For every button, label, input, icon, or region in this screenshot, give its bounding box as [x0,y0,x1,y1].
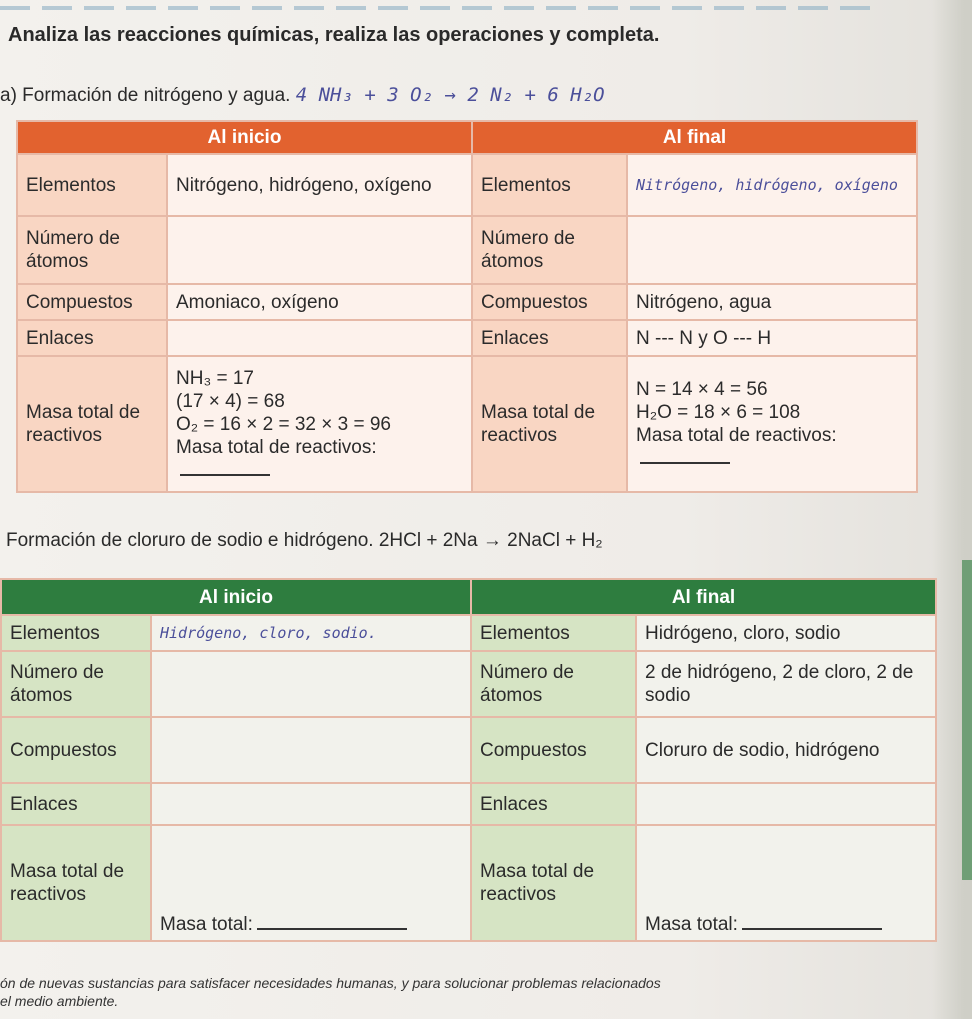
section2-equation: 2HCl + 2Na → 2NaCl + H₂ [378,530,603,551]
row-atomos-label: Número de átomos [1,651,151,717]
section1-title [0,84,605,107]
row-masa-label-final: Masa total de reactivos [471,825,636,941]
row-atomos-label-final: Número de átomos [472,216,627,284]
cell-atomos-final: 2 de hidrógeno, 2 de cloro, 2 de sodio [636,651,936,717]
row-elementos-label-final: Elementos [471,615,636,651]
cell-enlaces-final: N --- N y O --- H [627,320,917,356]
header-final: Al final [471,579,936,615]
page-footer [0,974,661,1010]
cell-enlaces-final [636,783,936,825]
row-masa-label-final: Masa total de reactivos [472,356,627,492]
cell-atomos-final [627,216,917,284]
masa-inicio-text: Masa total: [160,914,253,935]
row-atomos-label: Número de átomos [17,216,167,284]
masa-inicio-line3: O₂ = 16 × 2 = 32 × 3 = 96 [176,413,391,435]
row-enlaces-label: Enlaces [17,320,167,356]
row-compuestos-label: Compuestos [17,284,167,320]
cell-compuestos-inicio: Amoniaco, oxígeno [167,284,472,320]
row-masa-label: Masa total de reactivos [17,356,167,492]
row-compuestos-label-final: Compuestos [471,717,636,783]
top-border [0,6,880,10]
cell-enlaces-inicio [167,320,472,356]
row-elementos-label: Elementos [1,615,151,651]
row-enlaces-label-final: Enlaces [472,320,627,356]
cell-masa-inicio [151,825,471,941]
footer-line2: el medio ambiente. [0,993,119,1009]
section2-label: Formación de cloruro de sodio e hidrógeno. [6,530,374,551]
row-masa-label: Masa total de reactivos [1,825,151,941]
blank-line [742,927,882,930]
cell-atomos-inicio [167,216,472,284]
masa-final-line2: H₂O = 18 × 6 = 108 [636,402,801,423]
row-elementos-label-final: Elementos [472,154,627,216]
header-inicio: Al inicio [1,579,471,615]
masa-final-line3: Masa total de reactivos: [636,425,837,446]
header-final: Al final [472,121,917,154]
section2-title [6,530,603,552]
cell-elementos-final: Nitrógeno, hidrógeno, oxígeno [627,154,917,216]
cell-masa-inicio [167,356,472,492]
cell-elementos-final: Hidrógeno, cloro, sodio [636,615,936,651]
section1-label: a) Formación de nitrógeno y agua. [0,85,291,106]
cell-elementos-inicio: Hidrógeno, cloro, sodio. [151,615,471,651]
row-compuestos-label: Compuestos [1,717,151,783]
masa-final-text: Masa total: [645,914,738,935]
row-enlaces-label: Enlaces [1,783,151,825]
cell-masa-final [636,825,936,941]
cell-enlaces-inicio [151,783,471,825]
footer-line1: ón de nuevas sustancias para satisfacer necesidades humanas, y para solucionar problemas relacionados [0,975,661,991]
masa-final-line1: N = 14 × 4 = 56 [636,379,768,400]
page-title: Analiza las reacciones químicas, realiza las operaciones y completa. [8,24,660,46]
header-inicio: Al inicio [17,121,472,154]
green-strip [962,560,972,880]
cell-atomos-inicio [151,651,471,717]
masa-inicio-line1: NH₃ = 17 [176,367,254,389]
table-nitrogen-water [16,120,918,493]
row-compuestos-label-final: Compuestos [472,284,627,320]
blank-line [640,461,730,464]
cell-elementos-inicio: Nitrógeno, hidrógeno, oxígeno [167,154,472,216]
row-atomos-label-final: Número de átomos [471,651,636,717]
cell-masa-final [627,356,917,492]
row-elementos-label: Elementos [17,154,167,216]
table-sodium-chloride [0,578,937,942]
section1-equation: 4 NH₃ + 3 O₂ → 2 N₂ + 6 H₂O [295,84,605,106]
cell-compuestos-inicio [151,717,471,783]
masa-inicio-line4: Masa total de reactivos: [176,436,377,458]
blank-line [180,473,270,476]
cell-compuestos-final: Cloruro de sodio, hidrógeno [636,717,936,783]
blank-line [257,927,407,930]
cell-compuestos-final: Nitrógeno, agua [627,284,917,320]
row-enlaces-label-final: Enlaces [471,783,636,825]
masa-inicio-line2: (17 × 4) = 68 [176,390,285,412]
